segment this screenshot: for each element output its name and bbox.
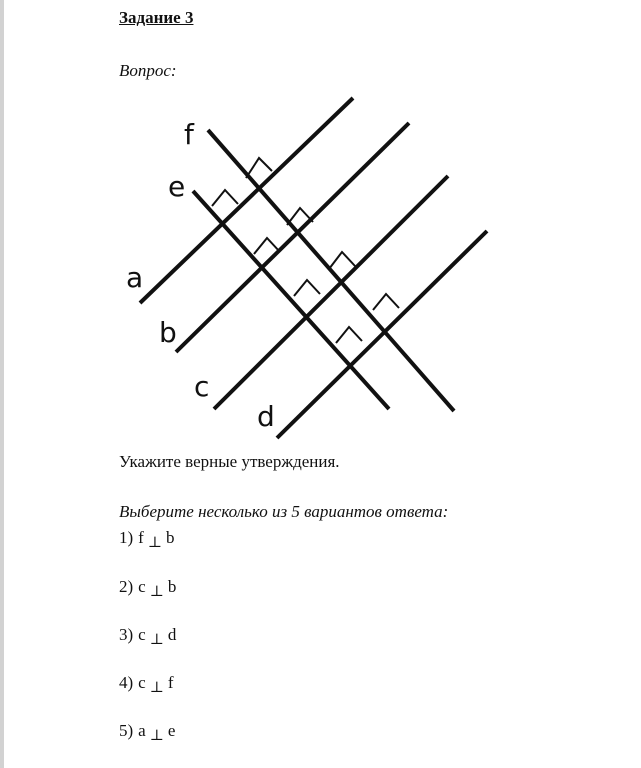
option-left: a (138, 721, 146, 740)
option-right: e (167, 721, 176, 740)
perpendicular-symbol: ⊥ (149, 728, 164, 744)
task-title: Задание 3 (119, 8, 194, 27)
right-angle-marker (294, 280, 320, 296)
page-left-border (0, 0, 4, 768)
lines-diagram (110, 88, 510, 448)
question-label: Вопрос: (119, 61, 177, 80)
line-c (214, 176, 448, 409)
option-right: d (167, 625, 177, 644)
label-c: c (194, 370, 210, 403)
option-left: c (138, 625, 146, 644)
choose-hint: Выберите несколько из 5 вариантов ответа: (119, 502, 449, 521)
geometry-figure (110, 88, 510, 448)
option-number: 1) (119, 528, 134, 547)
option-left: c (138, 673, 146, 692)
answer-option-1[interactable] (119, 528, 175, 551)
option-right: f (167, 673, 174, 692)
right-angle-marker (212, 190, 238, 206)
right-angle-marker (373, 294, 399, 310)
option-left: c (138, 577, 146, 596)
label-a: a (126, 261, 144, 294)
right-angle-marker (336, 327, 362, 343)
right-angle-marker (329, 252, 355, 269)
label-d: d (257, 400, 275, 433)
option-number: 2) (119, 577, 134, 596)
answer-option-4[interactable] (119, 673, 174, 696)
line-f (208, 130, 454, 411)
answer-option-3[interactable] (119, 625, 177, 648)
answer-option-5[interactable] (119, 721, 176, 744)
option-right: b (167, 577, 177, 596)
option-right: b (165, 528, 175, 547)
perpendicular-symbol: ⊥ (149, 632, 164, 648)
instruction-text: Укажите верные утверждения. (119, 452, 340, 471)
label-e: e (168, 170, 186, 203)
option-number: 4) (119, 673, 134, 692)
perpendicular-symbol: ⊥ (149, 584, 164, 600)
option-number: 5) (119, 721, 134, 740)
label-f: f (184, 118, 194, 151)
option-number: 3) (119, 625, 134, 644)
option-left: f (138, 528, 144, 547)
perpendicular-symbol: ⊥ (147, 535, 162, 551)
label-b: b (159, 316, 177, 349)
line-d (277, 231, 487, 438)
perpendicular-symbol: ⊥ (149, 680, 164, 696)
answer-option-2[interactable] (119, 577, 177, 600)
